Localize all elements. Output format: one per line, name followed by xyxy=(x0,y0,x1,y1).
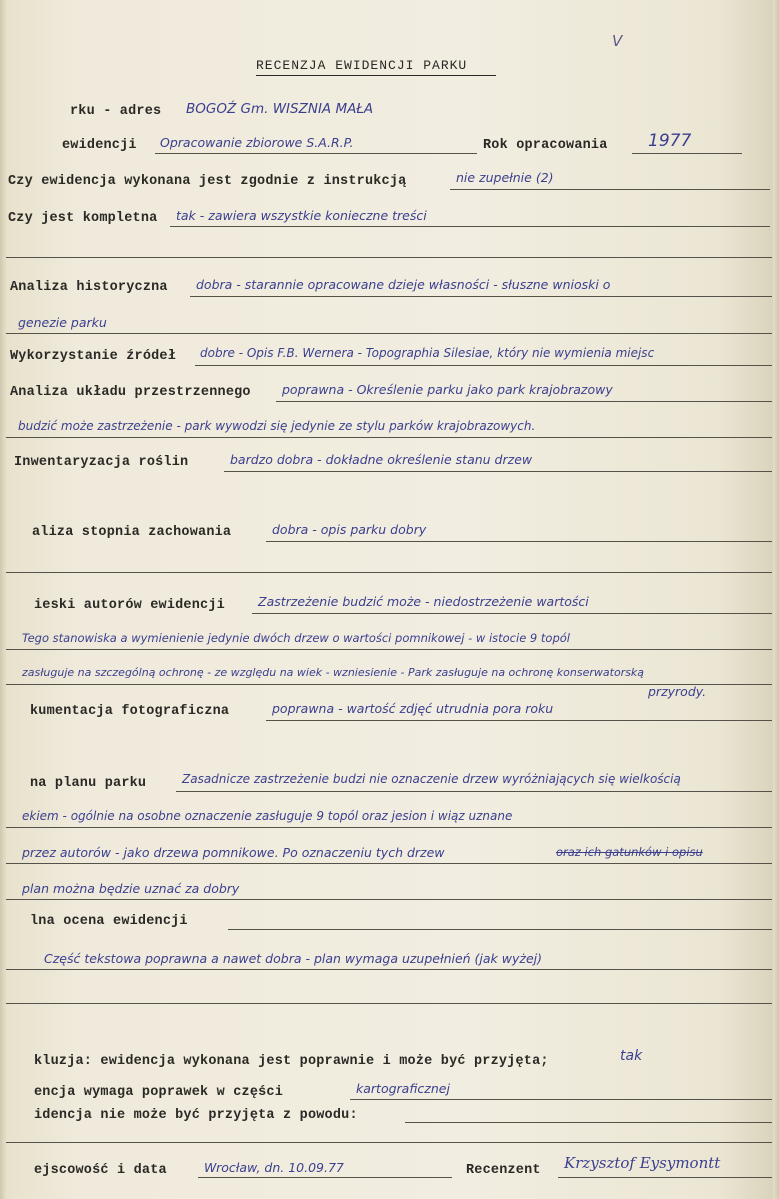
needs-fix-line xyxy=(350,1099,772,1100)
title-underline xyxy=(256,75,496,76)
conclusion-value: tak xyxy=(620,1048,643,1064)
margin-check-mark: V xyxy=(612,32,623,50)
historical-line-2 xyxy=(6,333,772,334)
place-date-label: ejscowość i data xyxy=(34,1163,167,1178)
conclusions-label: ieski autorów ewidencji xyxy=(34,598,225,613)
rejected-line-1 xyxy=(405,1122,772,1123)
left-edge-shadow xyxy=(0,0,6,1199)
year-value: 1977 xyxy=(648,131,692,151)
plan-value-2: ekiem - ogólnie na osobne oznaczenie zasługuje 9 topól oraz jesion i wiąz uznane xyxy=(22,809,513,823)
photo-line xyxy=(266,720,772,721)
spatial-line-2 xyxy=(6,437,772,438)
plan-line-2 xyxy=(6,827,772,828)
instruction-line xyxy=(450,189,770,190)
inventory-line xyxy=(224,471,772,472)
overall-label: lna ocena ewidencji xyxy=(30,914,188,929)
complete-value: tak - zawiera wszystkie konieczne treści xyxy=(176,208,427,223)
sources-label: Wykorzystanie źródeł xyxy=(10,349,177,364)
inventory-label: Inwentaryzacja roślin xyxy=(14,455,189,470)
photo-value: poprawna - wartość zdjęć utrudnia pora roku xyxy=(272,701,554,716)
complete-label: Czy jest kompletna xyxy=(8,211,158,226)
conclusions-value-1: Zastrzeżenie budzić może - niedostrzeżenie wartości xyxy=(258,594,589,609)
author-value: Opracowanie zbiorowe S.A.R.P. xyxy=(160,135,354,150)
preservation-line xyxy=(266,541,772,542)
reviewer-signature: Krzysztof Eysymontt xyxy=(564,1154,721,1172)
conclusions-extra: przyrody. xyxy=(648,684,707,699)
sources-line xyxy=(195,365,772,366)
overall-line-1 xyxy=(228,929,772,930)
plan-value-4: plan można będzie uznać za dobry xyxy=(22,881,240,896)
conclusion-label: kluzja: ewidencja wykonana jest poprawnie i może być przyjęta; xyxy=(34,1054,549,1069)
spatial-label: Analiza układu przestrzennego xyxy=(10,385,251,400)
overall-line-2 xyxy=(6,969,772,970)
inventory-value: bardzo dobra - dokładne określenie stanu drzew xyxy=(230,452,533,467)
conclusions-value-2: Tego stanowiska a wymienienie jedynie dwóch drzew o wartości pomnikowej - w istocie 9 topól xyxy=(22,631,570,645)
park-address-value: BOGOŹ Gm. WISZNIA MAŁA xyxy=(186,101,374,117)
year-line xyxy=(632,153,742,154)
conclusions-line-2 xyxy=(6,649,772,650)
needs-fix-label: encja wymaga poprawek w części xyxy=(34,1085,284,1100)
historical-value-2: genezie parku xyxy=(18,315,107,330)
overall-value: Część tekstowa poprawna a nawet dobra - plan wymaga uzupełnień (jak wyżej) xyxy=(44,951,542,966)
document-title: RECENZJA EWIDENCJI PARKU xyxy=(256,58,468,73)
reviewer-line xyxy=(558,1177,772,1178)
plan-value-3-struck: oraz ich gatunków i opisu xyxy=(556,845,703,859)
spatial-value-1: poprawna - Określenie parku jako park krajobrazowy xyxy=(282,382,613,397)
spatial-line-1 xyxy=(276,401,772,402)
conclusions-value-3: zasługuje na szczególną ochronę - ze względu na wiek - wzniesienie - Park zasługuje na ochronę konserwatorską xyxy=(22,666,645,679)
place-date-line xyxy=(198,1177,452,1178)
plan-line-3 xyxy=(6,863,772,864)
needs-fix-value: kartograficznej xyxy=(356,1081,450,1096)
historical-label: Analiza historyczna xyxy=(10,280,168,295)
instruction-label: Czy ewidencja wykonana jest zgodnie z instrukcją xyxy=(8,174,407,189)
rejected-line-2 xyxy=(6,1142,772,1143)
reviewer-label: Recenzent xyxy=(466,1163,541,1178)
author-label: ewidencji xyxy=(62,138,137,153)
plan-line-4 xyxy=(6,899,772,900)
rejected-label: idencja nie może być przyjęta z powodu: xyxy=(34,1108,358,1123)
right-edge-shadow xyxy=(773,0,779,1199)
sources-value: dobre - Opis F.B. Wernera - Topographia Silesiae, który nie wymienia miejsc xyxy=(200,346,655,360)
historical-value-1: dobra - starannie opracowane dzieje własności - słuszne wnioski o xyxy=(196,277,611,292)
plan-line-1 xyxy=(176,791,772,792)
blank-line xyxy=(6,572,772,573)
plan-value-3: przez autorów - jako drzewa pomnikowe. Po oznaczeniu tych drzew xyxy=(22,845,445,860)
photo-label: kumentacja fotograficzna xyxy=(30,704,230,719)
preservation-value: dobra - opis parku dobry xyxy=(272,522,427,537)
park-address-label: rku - adres xyxy=(70,104,162,119)
separator-line xyxy=(6,257,772,258)
instruction-value: nie zupełnie (2) xyxy=(456,170,554,185)
author-line xyxy=(155,153,477,154)
conclusions-line-1 xyxy=(252,613,772,614)
plan-label: na planu parku xyxy=(30,776,147,791)
spatial-value-2: budzić może zastrzeżenie - park wywodzi się jedynie ze stylu parków krajobrazowych. xyxy=(18,419,536,433)
preservation-label: aliza stopnia zachowania xyxy=(32,525,232,540)
complete-line xyxy=(170,226,770,227)
overall-line-3 xyxy=(6,1003,772,1004)
year-label: Rok opracowania xyxy=(483,138,608,153)
place-date-value: Wrocław, dn. 10.09.77 xyxy=(204,1160,344,1175)
plan-value-1: Zasadnicze zastrzeżenie budzi nie oznaczenie drzew wyróżniających się wielkością xyxy=(182,772,681,786)
historical-line-1 xyxy=(190,296,772,297)
